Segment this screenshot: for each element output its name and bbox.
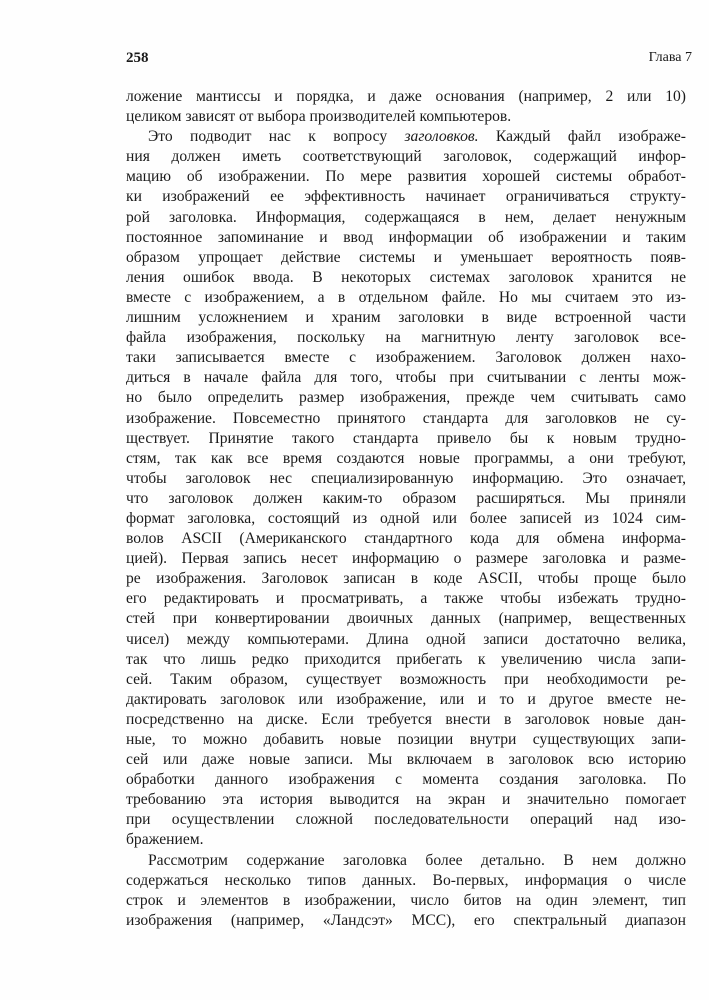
text-line: так что лишь редко приходится прибегать к увеличению числа запи- (126, 650, 686, 668)
text-line: стей при конвертировании двоичных данных (например, вещественных (126, 610, 686, 628)
text-line: чтобы заголовок нес специализированную информацию. Это означает, (126, 469, 686, 487)
text-line: рой заголовка. Информация, содержащаяся в нем, делает ненужным (126, 208, 686, 226)
body-text (126, 87, 686, 931)
text-line: изображения (например, «Ландсэт» МСС), его спектральный диапазон (126, 911, 686, 929)
text-line: строк и элементов в изображении, число битов на один элемент, тип (126, 891, 686, 909)
page-number: 258 (126, 50, 149, 66)
text-line: обработки данного изображения с момента создания заголовка. По (126, 771, 686, 789)
text-line: изображение. Повсеместно принятого стандарта для заголовков не су- (126, 409, 686, 427)
text-line: волов ASCII (Американского стандартного кода для обмена информа- (126, 530, 686, 548)
text-line: ния должен иметь соответствующий заголовок, содержащий инфор- (126, 148, 686, 166)
text-line: таки записывается вместе с изображением. Заголовок должен нахо- (126, 349, 686, 367)
paragraph (126, 851, 686, 931)
text-line: посредственно на диске. Если требуется внести в заголовок новые дан- (126, 710, 686, 728)
text-line: бражением. (126, 831, 204, 849)
paragraph (126, 87, 686, 127)
text-line: ления ошибок ввода. В некоторых системах заголовок хранится не (126, 268, 686, 286)
text-line: вместе с изображением, а в отдельном файле. Но мы считаем это из- (126, 288, 686, 306)
paragraph (126, 127, 686, 850)
text-line: формат заголовка, состоящий из одной или более записей из 1024 сим- (126, 509, 686, 527)
running-header (126, 50, 692, 72)
text-line: его редактировать и просматривать, а также чтобы избежать трудно- (126, 590, 686, 608)
text-line: ре изображения. Заголовок записан в коде ASCII, чтобы проще было (126, 570, 686, 588)
text-line: что заголовок должен каким-то образом расширяться. Мы приняли (126, 489, 686, 507)
text-line: лишним усложнением и храним заголовки в виде встроенной части (126, 309, 686, 327)
text-line: ществует. Принятие такого стандарта привело бы к новым трудно- (126, 429, 686, 447)
text-line: содержаться несколько типов данных. Во-первых, информация о числе (126, 871, 686, 889)
text-line: сей или даже новые записи. Мы включаем в заголовок всю историю (126, 751, 686, 769)
text-line: стям, так как все время создаются новые программы, а они требуют, (126, 449, 686, 467)
text-line: Это подводит нас к вопросу заголовков. Каждый файл изображе- (148, 128, 686, 146)
text-line: диться в начале файла для того, чтобы при считывании с ленты мож- (126, 369, 686, 387)
text-line: ки изображений ее эффективность начинает ограничиваться структу- (126, 188, 686, 206)
text-line: ложение мантиссы и порядка, и даже основания (например, 2 или 10) (126, 88, 686, 105)
text-line: ные, то можно добавить новые позиции внутри существующих запи- (126, 731, 686, 748)
text-line: чисел) между компьютерами. Длина одной записи достаточно велика, (126, 630, 686, 648)
chapter-title: Глава 7 (648, 50, 692, 65)
text-line: Рассмотрим содержание заголовка более детально. В нем должно (148, 851, 686, 869)
text-line: целиком зависят от выбора производителей компьютеров. (126, 108, 512, 126)
text-line: при осуществлении сложной последовательности операций над изо- (126, 811, 686, 829)
text-line: но было определить размер изображения, прежде чем считывать само (126, 389, 686, 407)
text-line: файла изображения, поскольку на магнитную ленту заголовок все- (126, 329, 686, 347)
text-line: постоянное запоминание и ввод информации об изображении и таким (126, 228, 686, 246)
text-line: сей. Таким образом, существует возможность при необходимости ре- (126, 670, 686, 688)
text-line: дактировать заголовок или изображение, или и то и другое вместе не- (126, 690, 686, 708)
text-line: требованию эта история выводится на экран и значительно помогает (126, 791, 686, 809)
text-line: образом упрощает действие системы и уменьшает вероятность появ- (126, 248, 686, 266)
text-line: мацию об изображении. По мере развития хорошей системы обработ- (126, 168, 686, 186)
text-line: цией). Первая запись несет информацию о размере заголовка и разме- (126, 550, 686, 568)
